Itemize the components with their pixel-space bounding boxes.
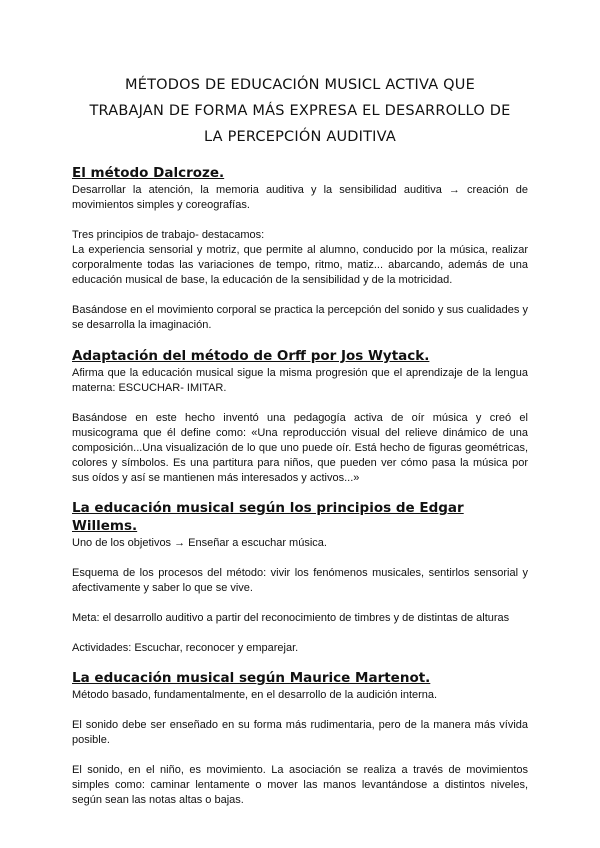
title-line-3: LA PERCEPCIÓN AUDITIVA [204,129,396,145]
paragraph: Afirma que la educación musical sigue la misma progresión que el aprendizaje de la lengua materna: ESCUCHAR- IMITAR. [72,367,528,394]
paragraph: Desarrollar la atención, la memoria auditiva y la sensibilidad auditiva → creación de movimientos simples y coreografías. [72,184,528,211]
paragraph: Meta: el desarrollo auditivo a partir del reconocimiento de timbres y de distintas de alturas [72,612,510,624]
title-line-2: TRABAJAN DE FORMA MÁS EXPRESA EL DESARROLLO DE [89,103,511,119]
section-heading: El método Dalcroze. [72,165,225,181]
paragraph: Tres principios de trabajo- destacamos: [72,229,265,241]
section-martenot [72,669,528,808]
title-line-1: MÉTODOS DE EDUCACIÓN MUSICL ACTIVA QUE [125,77,475,93]
paragraph: La experiencia sensorial y motriz, que permite al alumno, conducido por la música, realizar corporalmente todas las variaciones de tempo, ritmo, matiz... abarcando, además de una educación musical de base, la educación de la sensibilidad y de la motricidad. [72,244,528,286]
paragraph: Esquema de los procesos del método: vivir los fenómenos musicales, sentirlos sensorial y afectivamente y saber lo que se vive. [72,567,528,594]
paragraph: Uno de los objetivos → Enseñar a escuchar música. [72,537,327,549]
document-title [72,72,528,150]
paragraph: Método basado, fundamentalmente, en el desarrollo de la audición interna. [72,689,438,701]
paragraph: Basándose en este hecho inventó una pedagogía activa de oír música y creó el musicograma que él define como: «Una reproducción visual del relieve dinámico de una composición...Una visualización de lo que uno puede oír. Está hecho de figuras geométricas, colores y símbolos. Es una partitura para niños, que pueden ver cómo pasa la música por sus oídos y así se mantienen más interesados y activos...» [72,412,528,484]
section-heading: La educación musical según los principios de Edgar Willems. [72,500,464,534]
paragraph: El sonido, en el niño, es movimiento. La asociación se realiza a través de movimientos simples como: caminar lentamente o mover las manos levantándose a distintos niveles, según sean las notas altas o bajas. [72,764,528,806]
section-orff-wytack [72,347,528,486]
section-heading: La educación musical según Maurice Martenot. [72,670,431,686]
paragraph: El sonido debe ser enseñado en su forma más rudimentaria, pero de la manera más vívida posible. [72,719,528,746]
paragraph: Basándose en el movimiento corporal se practica la percepción del sonido y sus cualidades y se desarrolla la imaginación. [72,304,528,331]
section-willems [72,499,528,656]
section-dalcroze [72,164,528,333]
paragraph: Actividades: Escuchar, reconocer y emparejar. [72,642,299,654]
section-heading: Adaptación del método de Orff por Jos Wytack. [72,348,430,364]
